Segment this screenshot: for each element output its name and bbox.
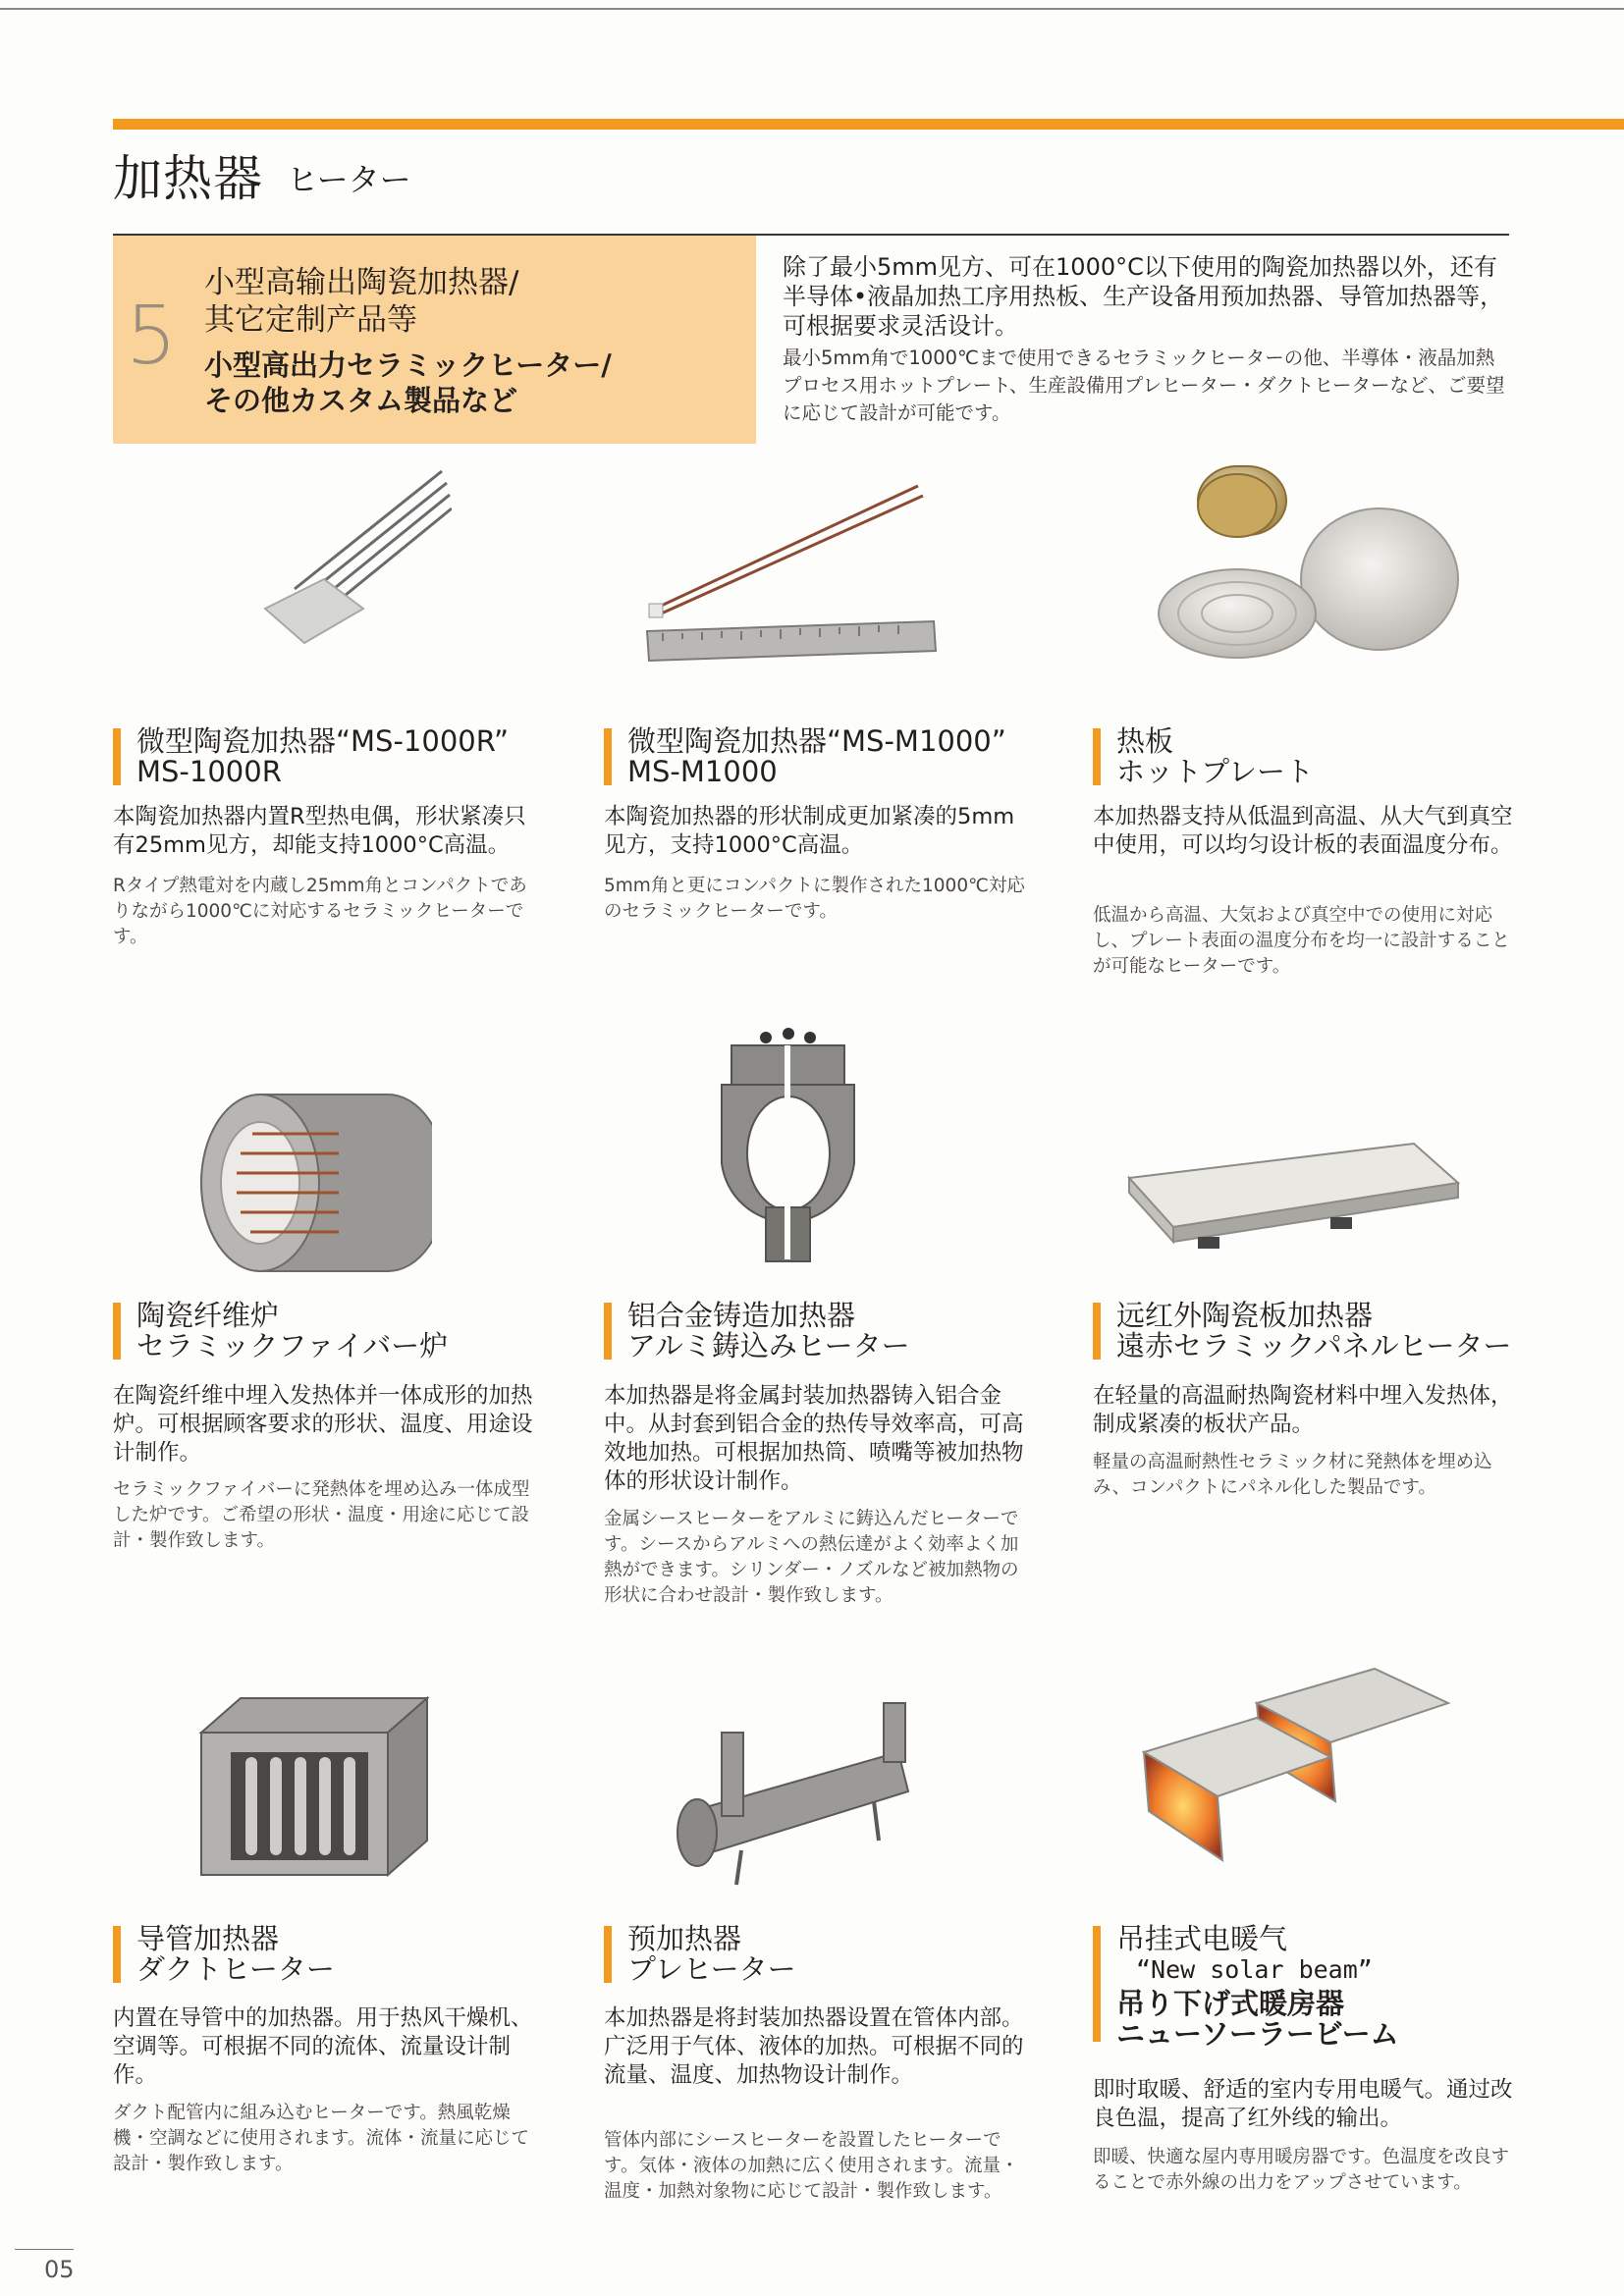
duct-heater-image [191,1683,437,1885]
desc-zh: 本加热器是将金属封装加热器铸入铝合金中。从封套到铝合金的热传导效率高，可高效地加热。可根据加热筒、喷嘴等被加热物体的形状设计制作。 [604,1383,1024,1494]
ms-m1000-image [643,476,938,672]
title-zh: 铝合金铸造加热器 [627,1299,856,1332]
title-accent [1093,728,1101,785]
product-title [627,726,1006,787]
title-ja-2: ニューソーラービーム [1116,2017,1399,2051]
page-title: 加热器 [113,150,263,207]
title-ja: ダクトヒーター [136,1952,335,1986]
title-accent [113,1303,121,1360]
ms-1000r-image [226,461,452,658]
title-ja: アルミ鋳込みヒーター [627,1329,910,1362]
preheater-image [653,1693,933,1890]
title-ja: セラミックファイバー炉 [136,1329,449,1362]
desc-zh: 本陶瓷加热器内置R型热电偶，形状紧凑只有25mm见方，却能支持1000°C高温。 [113,804,526,858]
page-number: 05 [44,2256,75,2283]
product-title [136,1301,448,1362]
product-title [627,1924,796,1985]
desc-ja: ダクト配管内に組み込むヒーターです。熱風乾燥機・空調などに使用されます。流体・流量に応じて設計・製作致します。 [113,2103,530,2174]
accent-bar [113,119,1624,130]
section-title-zh-2: 其它定制产品等 [204,302,417,338]
desc-zh: 在陶瓷纤维中埋入发热体并一体成形的加热炉。可根据顾客要求的形状、温度、用途设计制作。 [113,1383,533,1466]
title-zh: 陶瓷纤维炉 [136,1299,280,1332]
hot-plate-image [1129,456,1463,663]
section-title-zh-1: 小型高输出陶瓷加热器/ [204,265,519,300]
section-title-ja-1: 小型高出力セラミックヒーター/ [204,348,612,382]
desc-zh: 内置在导管中的加热器。用于热风干燥机、空调等。可根据不同的流体、流量设计制作。 [113,2005,533,2088]
product-title [1116,1301,1512,1362]
product-title [136,1924,335,1985]
desc-ja: セラミックファイバーに発熱体を埋め込み一体成型した炉です。ご希望の形状・温度・用途に応じて設計・製作致します。 [113,1479,530,1551]
title-accent [1093,1926,1101,2042]
desc-ja: 即暖、快適な屋内専用暖房器です。色温度を改良することで赤外線の出力をアップさせています。 [1093,2147,1510,2193]
title-zh: 吊挂式电暖气 [1116,1922,1288,1955]
desc-ja: Rタイプ熱電対を内蔵し25mm角とコンパクトでありながら1000℃に対応するセラミックヒーターです。 [113,876,527,947]
desc-zh: 即时取暖、舒适的室内专用电暖气。通过改良色温，提高了红外线的输出。 [1093,2077,1513,2131]
title-ja: プレヒーター [627,1952,796,1986]
section-intro-zh: 除了最小5mm见方、可在1000°C以下使用的陶瓷加热器以外，还有半导体•液晶加热工序用热板、生产设备用预加热器、导管加热器等，可根据要求灵活设计。 [783,253,1504,340]
desc-zh: 本加热器是将封装加热器设置在管体内部。广泛用于气体、液体的加热。可根据不同的流量、温度、加热物设计制作。 [604,2005,1024,2088]
desc-ja: 低温から高温、大気および真空中での使用に対応し、プレート表面の温度分布を均一に設計することが可能なヒーターです。 [1093,905,1510,977]
title-accent [604,728,612,785]
aluminum-cast-heater-image [712,1016,869,1271]
title-zh: 导管加热器 [136,1922,280,1955]
title-accent [1093,1303,1101,1360]
desc-zh: 在轻量的高温耐热陶瓷材料中埋入发热体，制成紧凑的板状产品。 [1093,1383,1513,1437]
title-ja: 吊り下げ式暖房器 [1116,1987,1345,2020]
desc-ja: 軽量の高温耐熱性セラミック材に発熱体を埋め込み、コンパクトにパネル化した製品です。 [1093,1452,1492,1498]
desc-ja: 管体内部にシースヒーターを設置したヒーターです。気体・液体の加熱に広く使用されます。流量・温度・加熱対象物に応じて設計・製作致します。 [604,2130,1019,2202]
ceramic-fiber-furnace-image [191,1075,432,1276]
section-number: 5 [126,290,178,383]
desc-ja: 金属シースヒーターをアルミに鋳込んだヒーターです。シースからアルミへの熱伝達がよく効率よく加熱ができます。シリンダー・ノズルなど被加熱物の形状に合わせ設計・製作致します。 [604,1509,1019,1606]
desc-zh: 本加热器支持从低温到高温、从大气到真空中使用，可以均匀设计板的表面温度分布。 [1093,804,1513,858]
title-zh: 远红外陶瓷板加热器 [1116,1299,1374,1332]
title-ja: 遠赤セラミックパネルヒーター [1116,1329,1512,1362]
section-intro-ja: 最小5mm角で1000℃まで使用できるセラミックヒーターの他、半導体・液晶加熱プロセス用ホットプレート、生産設備用プレヒーター・ダクトヒーターなど、ご要望に応じて設計が可能です。 [783,347,1505,424]
title-accent [604,1303,612,1360]
title-zh: 微型陶瓷加热器“MS-1000R” [136,724,510,758]
top-rule [0,8,1624,10]
desc-ja: 5mm角と更にコンパクトに製作された1000℃対応のセラミックヒーターです。 [604,876,1025,922]
ceramic-panel-heater-image [1124,1139,1463,1261]
title-accent [604,1926,612,1983]
solar-beam-heater-image [1134,1664,1453,1885]
title-ja: MS-1000R [136,755,282,788]
page-number-rule [15,2249,74,2250]
title-en: “New solar beam” [1136,1955,1373,1984]
title-zh: 微型陶瓷加热器“MS-M1000” [627,724,1006,758]
title-zh: 预加热器 [627,1922,742,1955]
title-ja: ホットプレート [1116,755,1314,788]
product-title [136,726,509,787]
product-title [1116,1924,1399,2050]
title-accent [113,728,121,785]
title-zh: 热板 [1116,724,1174,758]
desc-zh: 本陶瓷加热器的形状制成更加紧凑的5mm见方，支持1000°C高温。 [604,804,1015,858]
title-accent [113,1926,121,1983]
product-title [627,1301,910,1362]
page-subtitle: ヒーター [287,161,411,198]
section-title-ja-2: その他カスタム製品など [204,384,518,417]
product-title [1116,726,1314,787]
title-ja: MS-M1000 [627,755,778,788]
